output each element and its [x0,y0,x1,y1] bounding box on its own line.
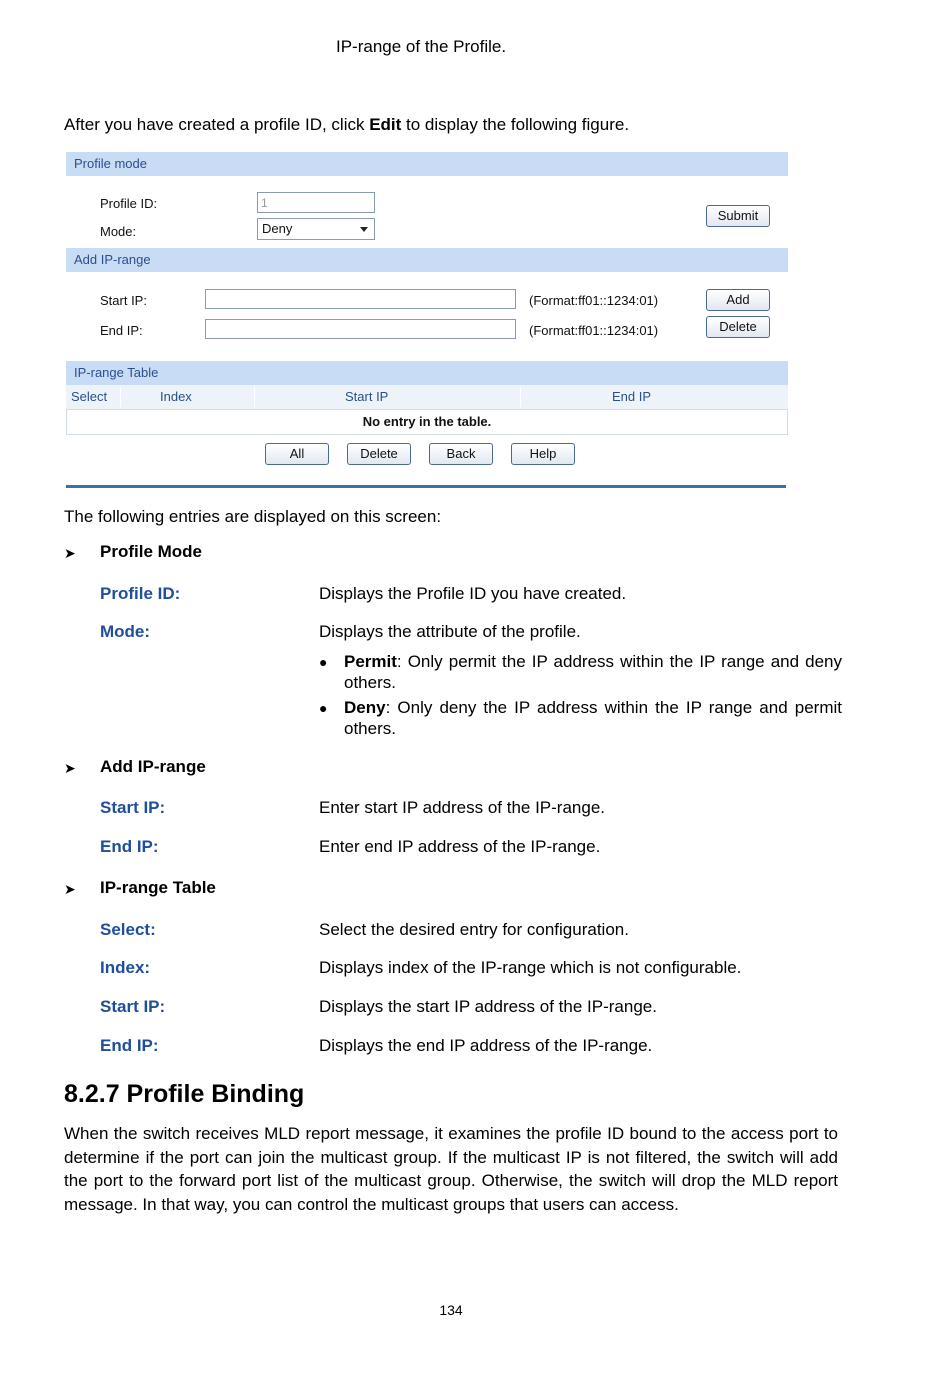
start-ip-input[interactable] [205,289,516,309]
term-select: Select: [100,920,156,939]
help-button[interactable]: Help [511,443,575,465]
panel-bottom-rule [66,485,786,488]
deny-text: : Only deny the IP address within the IP range and permit others. [344,698,842,738]
profile-id-input[interactable] [257,192,375,213]
term-index: Index: [100,958,151,977]
range-table-bar [66,361,788,385]
chevron-down-icon [360,227,368,232]
def-end-ip: Enter end IP address of the IP-range. [319,837,601,856]
bullet-dot-icon: ● [319,700,328,716]
def-select: Select the desired entry for configuration. [319,920,629,939]
term-profile-id: Profile ID: [100,584,181,603]
section-heading-profile-mode: Profile Mode [100,542,203,561]
def-profile-id: Displays the Profile ID you have created. [319,584,627,603]
section-heading-add-range: Add IP-range [100,757,206,776]
end-ip-input[interactable] [205,319,516,339]
section-heading-range-table: IP-range Table [100,878,216,897]
def-index: Displays index of the IP-range which is not configurable. [319,958,742,977]
arrow-bullet-icon: ➤ [64,545,76,561]
intro-sentence [64,115,629,135]
end-ip-label: End IP: [100,323,143,338]
page-number: 134 [439,1302,463,1318]
permit-bold: Permit [344,652,397,671]
add-button[interactable]: Add [706,289,770,311]
arrow-bullet-icon: ➤ [64,881,76,897]
column-divider [520,387,521,407]
term-table-end-ip: End IP: [100,1036,159,1055]
column-divider [254,387,255,407]
mode-label: Mode: [100,224,137,239]
delete-range-button[interactable]: Delete [706,316,770,338]
intro-before: After you have created a profile ID, click [64,115,370,134]
all-button[interactable]: All [265,443,329,465]
start-ip-format-hint: (Format:ff01::1234:01) [529,293,659,308]
continued-text: IP-range of the Profile. [336,37,507,56]
end-ip-format-hint: (Format:ff01::1234:01) [529,323,659,338]
intro-edit-bold: Edit [369,115,402,134]
term-table-start-ip: Start IP: [100,997,166,1016]
range-table-header [66,385,788,409]
column-select: Select [71,389,108,404]
arrow-bullet-icon: ➤ [64,760,76,776]
term-end-ip: End IP: [100,837,159,856]
mode-select-value: Deny [262,221,293,236]
start-ip-label: Start IP: [100,293,147,308]
mode-select[interactable] [257,218,375,240]
term-start-ip: Start IP: [100,798,166,817]
submit-button[interactable]: Submit [706,205,770,227]
empty-table-row: No entry in the table. [66,409,788,435]
bullet-deny [344,697,842,739]
column-end-ip: End IP [612,389,652,404]
permit-text: : Only permit the IP address within the IP range and deny others. [344,652,842,692]
section-heading-827: 8.2.7 Profile Binding [64,1080,305,1108]
column-divider [120,387,121,407]
def-table-end-ip: Displays the end IP address of the IP-range. [319,1036,653,1055]
binding-paragraph: When the switch receives MLD report message, it examines the profile ID bound to the access port to determine if the port can join the multicast group. If the multicast IP is not filtered, the switch will add the port to the forward port list of the multicast group. Otherwise, the switch will drop the MLD report message. In that way, you can control the multicast groups that users can access. [64,1124,838,1214]
column-index: Index [160,389,192,404]
profile-id-label: Profile ID: [100,196,158,211]
bullet-permit [344,651,842,693]
deny-bold: Deny [344,698,386,717]
add-range-bar [66,248,788,272]
profile-mode-title: Profile mode [74,156,147,171]
profile-mode-bar [66,152,788,176]
def-mode: Displays the attribute of the profile. [319,622,581,641]
back-button[interactable]: Back [429,443,493,465]
intro-after: to display the following figure. [401,115,630,134]
term-mode: Mode: [100,622,151,641]
bullet-dot-icon: ● [319,654,328,670]
profile-edit-screenshot [66,152,788,492]
entries-intro: The following entries are displayed on this screen: [64,507,442,526]
range-table-title: IP-range Table [74,365,159,380]
add-range-title: Add IP-range [74,252,151,267]
delete-button[interactable]: Delete [347,443,411,465]
def-start-ip: Enter start IP address of the IP-range. [319,798,606,817]
column-start-ip: Start IP [345,389,389,404]
def-table-start-ip: Displays the start IP address of the IP-range. [319,997,657,1016]
